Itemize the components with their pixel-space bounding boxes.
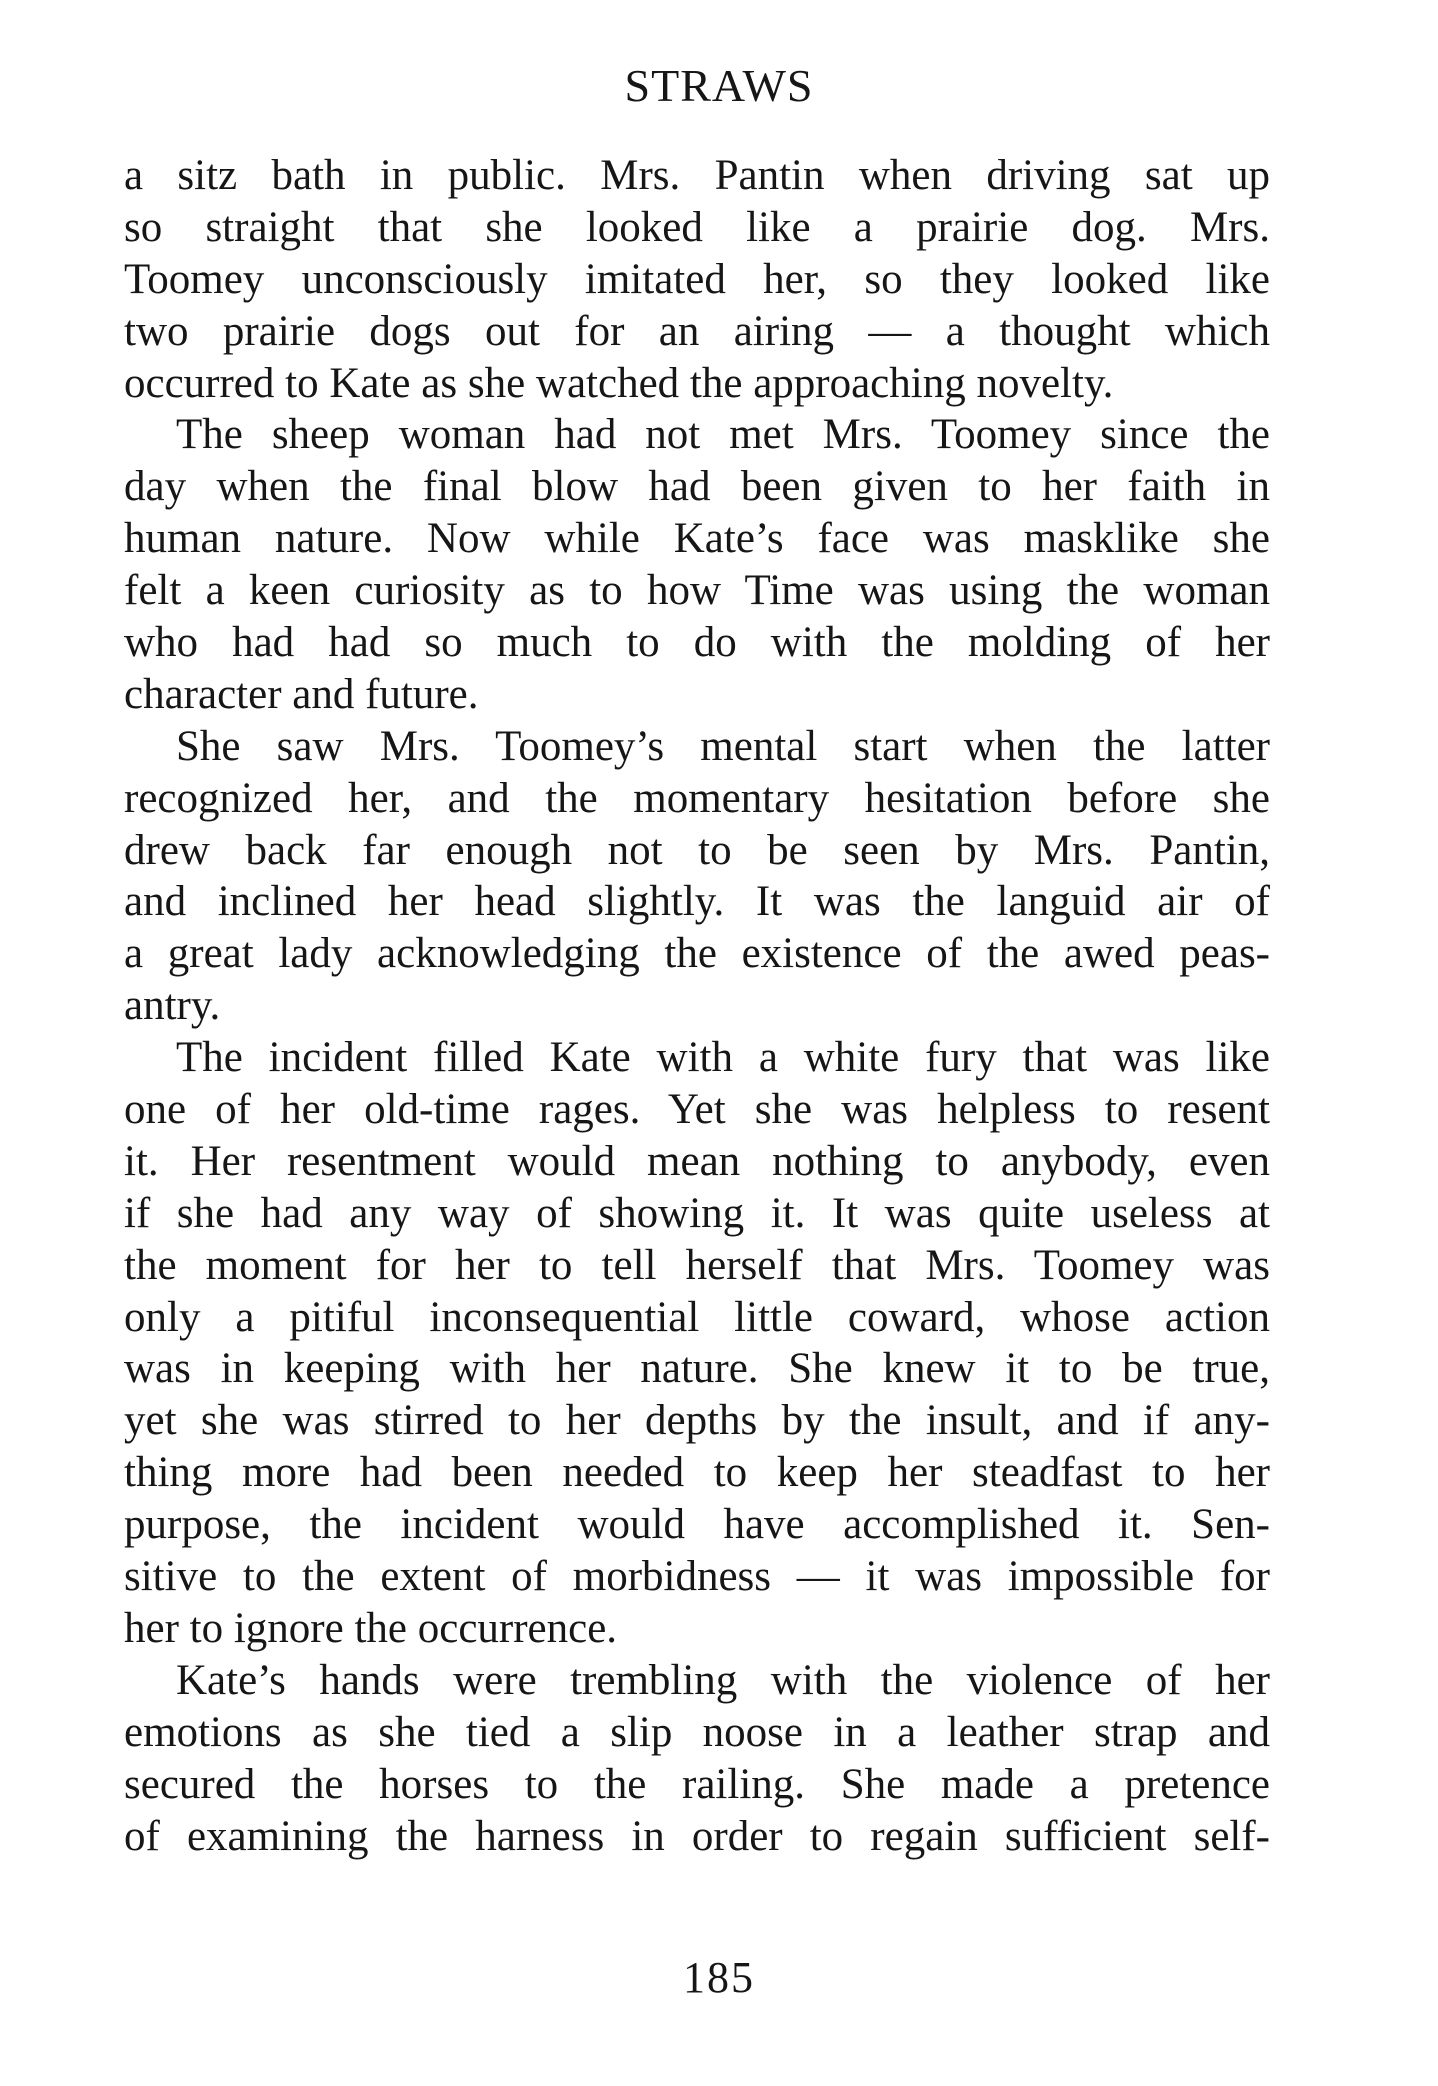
text-line: emotions as she tied a slip noose in a leather strap and bbox=[124, 1708, 1270, 1756]
text-line: and inclined her head slightly. It was the languid air of bbox=[124, 878, 1270, 926]
text-line: character and future. bbox=[124, 670, 479, 718]
text-line: who had had so much to do with the molding of her bbox=[124, 619, 1270, 667]
text-line: She saw Mrs. Toomey’s mental start when the latter bbox=[176, 722, 1270, 770]
running-head: STRAWS bbox=[624, 60, 814, 111]
text-line: Toomey unconsciously imitated her, so they looked like bbox=[124, 255, 1270, 303]
body-text bbox=[124, 150, 1270, 1862]
text-line: one of her old-time rages. Yet she was helpless to resent bbox=[124, 1086, 1270, 1134]
text-line: antry. bbox=[124, 982, 221, 1030]
text-line: her to ignore the occurrence. bbox=[124, 1604, 618, 1652]
text-line: a great lady acknowledging the existence of the awed peas- bbox=[124, 930, 1270, 978]
text-line: only a pitiful inconsequential little coward, whose action bbox=[124, 1293, 1270, 1341]
text-line: recognized her, and the momentary hesitation before she bbox=[124, 774, 1270, 822]
text-line: of examining the harness in order to regain sufficient self- bbox=[124, 1812, 1270, 1860]
text-line: it. Her resentment would mean nothing to anybody, even bbox=[124, 1137, 1270, 1185]
text-line: the moment for her to tell herself that Mrs. Toomey was bbox=[124, 1241, 1270, 1289]
text-line: The incident filled Kate with a white fury that was like bbox=[176, 1034, 1270, 1082]
text-line: sitive to the extent of morbidness — it was impossible for bbox=[124, 1553, 1270, 1601]
text-line: purpose, the incident would have accomplished it. Sen- bbox=[124, 1501, 1270, 1549]
text-line: a sitz bath in public. Mrs. Pantin when driving sat up bbox=[124, 152, 1270, 199]
text-line: occurred to Kate as she watched the approaching novelty. bbox=[124, 359, 1114, 407]
page-number: 185 bbox=[683, 1953, 755, 2002]
text-line: thing more had been needed to keep her steadfast to her bbox=[124, 1449, 1270, 1497]
text-line: The sheep woman had not met Mrs. Toomey since the bbox=[176, 411, 1270, 459]
text-line: if she had any way of showing it. It was quite useless at bbox=[124, 1189, 1270, 1237]
text-line: Kate’s hands were trembling with the violence of her bbox=[176, 1656, 1270, 1704]
text-line: yet she was stirred to her depths by the insult, and if any- bbox=[124, 1397, 1270, 1445]
text-line: human nature. Now while Kate’s face was masklike she bbox=[124, 515, 1270, 563]
text-line: was in keeping with her nature. She knew it to be true, bbox=[124, 1345, 1270, 1393]
text-line: two prairie dogs out for an airing — a thought which bbox=[124, 307, 1270, 355]
text-line: so straight that she looked like a prairie dog. Mrs. bbox=[124, 203, 1270, 251]
text-line: secured the horses to the railing. She made a pretence bbox=[124, 1760, 1270, 1808]
text-line: day when the final blow had been given to her faith in bbox=[124, 463, 1270, 511]
text-line: drew back far enough not to be seen by Mrs. Pantin, bbox=[124, 826, 1270, 874]
text-line: felt a keen curiosity as to how Time was using the woman bbox=[124, 567, 1270, 615]
